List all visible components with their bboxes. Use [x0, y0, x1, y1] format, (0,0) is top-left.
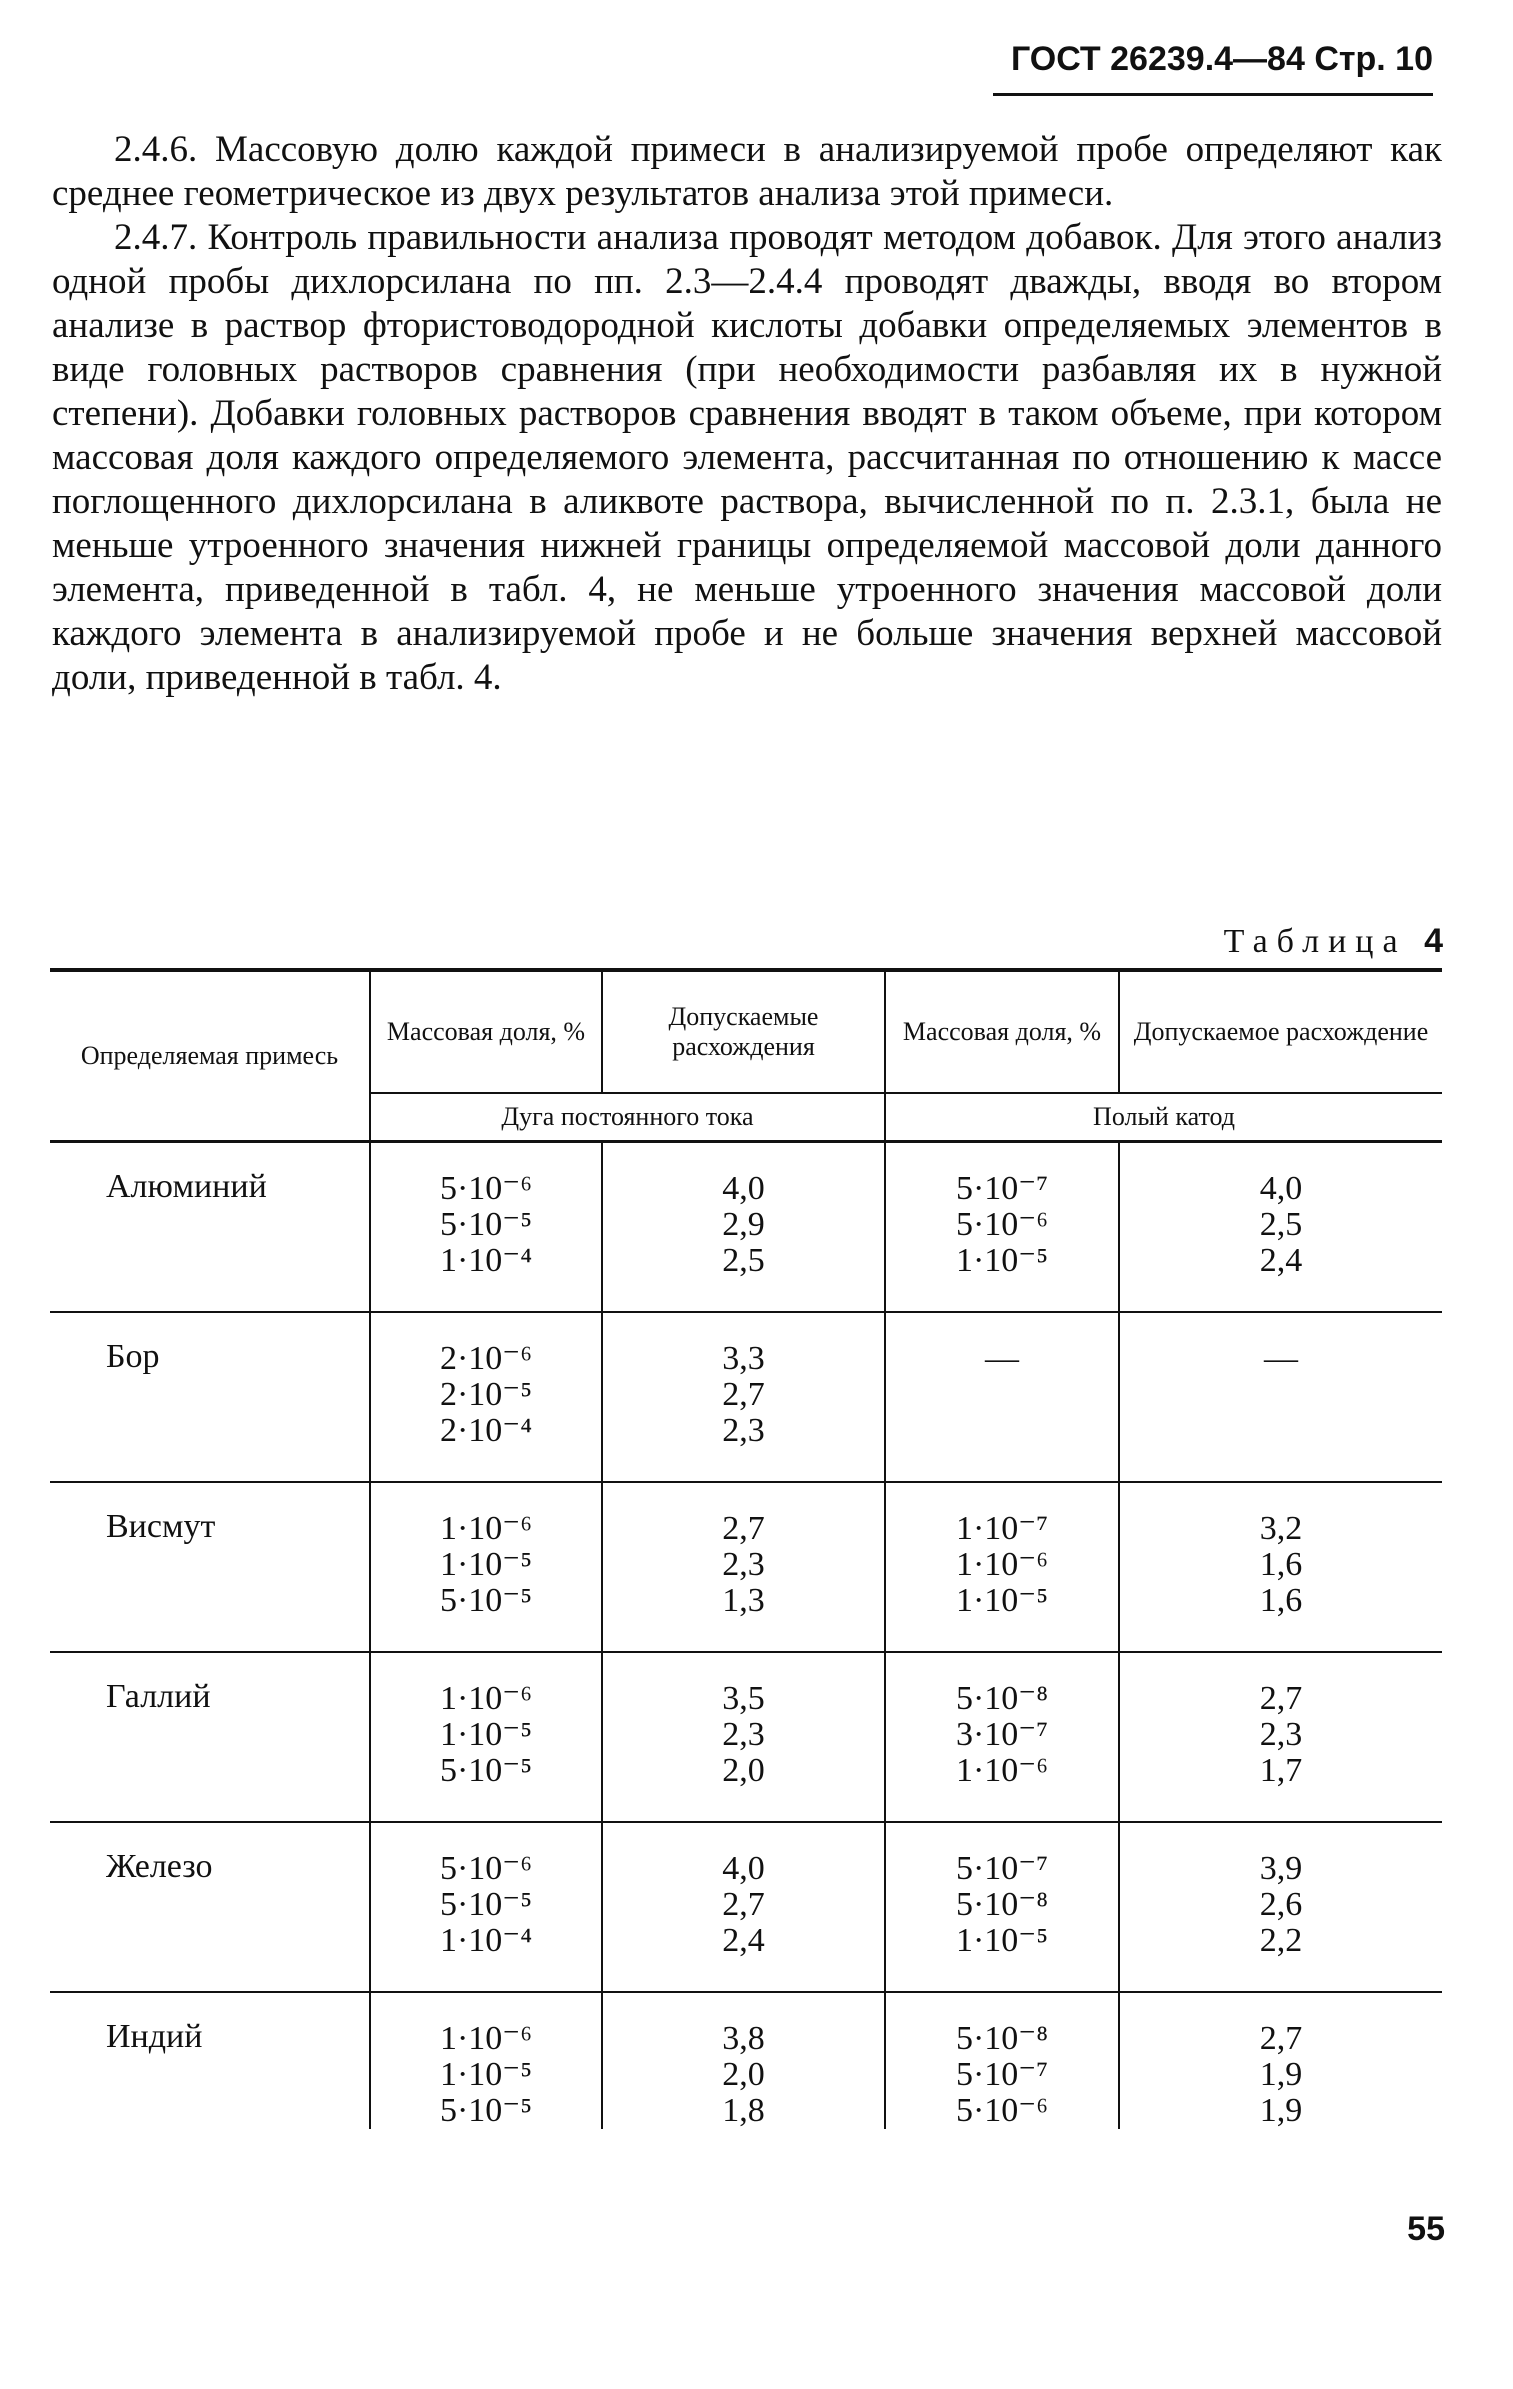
table-caption-number: 4 [1424, 922, 1443, 960]
cell-value: 2,3 [722, 1715, 765, 1753]
cell-value [1120, 1377, 1442, 1413]
header-discrepancy-hc: Допускаемое расхождение [1119, 970, 1442, 1093]
cell-value: 1,6 [1259, 1581, 1303, 1619]
mass-fraction-hc-cell [885, 1142, 1119, 1312]
cell-value: 5·10⁻⁵ [439, 1751, 533, 1789]
mass-fraction-hc-cell [885, 1822, 1119, 1992]
cell-value: 1·10⁻⁵ [439, 2055, 533, 2093]
cell-value: 2,3 [722, 1545, 765, 1583]
cell-value: 1·10⁻⁵ [439, 1545, 533, 1583]
cell-value: 2,5 [1259, 1206, 1303, 1243]
mass-fraction-hc-cell [885, 1312, 1119, 1482]
discrepancy-dc-cell [602, 1822, 885, 1992]
cell-value: 1·10⁻⁵ [955, 1242, 1049, 1279]
discrepancy-hc-cell [1119, 1312, 1442, 1482]
cell-value: 4,0 [722, 1849, 765, 1887]
header-method-hollow-cathode: Полый катод [885, 1093, 1442, 1142]
cell-value: 1·10⁻⁶ [955, 1545, 1049, 1583]
table-row [50, 1992, 1442, 2129]
cell-value: 1·10⁻⁴ [439, 1921, 533, 1959]
discrepancy-hc-cell [1119, 1652, 1442, 1822]
header-mass-fraction-hc: Массовая доля, % [885, 970, 1119, 1093]
body-text [52, 128, 1442, 700]
cell-value: 1,3 [722, 1581, 765, 1619]
cell-value [886, 1377, 1118, 1413]
cell-value: 1·10⁻⁷ [955, 1509, 1049, 1547]
cell-value: 2,6 [1259, 1885, 1303, 1923]
table-caption-label: Таблица [1223, 923, 1407, 960]
impurity-name: Бор [50, 1312, 370, 1482]
cell-value: 1,9 [1259, 2055, 1303, 2093]
table-row [50, 1312, 1442, 1482]
mass-fraction-hc-cell [885, 1992, 1119, 2129]
cell-value: 1,6 [1259, 1545, 1303, 1583]
cell-value [1120, 1413, 1442, 1449]
mass-fraction-dc-cell [370, 1482, 602, 1652]
cell-value: 1·10⁻⁶ [439, 2019, 533, 2057]
cell-value: 2·10⁻⁵ [439, 1375, 533, 1413]
mass-fraction-dc-cell [370, 1652, 602, 1822]
table-row [50, 1822, 1442, 1992]
header-discrepancies-dc: Допускаемые расхождения [602, 970, 885, 1093]
cell-value: 1·10⁻⁵ [955, 1921, 1049, 1959]
discrepancy-hc-cell [1119, 1992, 1442, 2129]
cell-value: 1·10⁻⁴ [439, 1242, 533, 1279]
cell-value: 2,4 [1259, 1242, 1303, 1279]
header-impurity: Определяемая примесь [50, 970, 370, 1142]
cell-value: 3,8 [722, 2019, 765, 2057]
table-caption [1224, 922, 1443, 961]
cell-value: 5·10⁻⁵ [439, 1206, 533, 1243]
mass-fraction-dc-cell [370, 1992, 602, 2129]
cell-value: 5·10⁻⁵ [439, 2091, 533, 2129]
discrepancy-dc-cell [602, 1652, 885, 1822]
table-row [50, 1482, 1442, 1652]
discrepancy-dc-cell [602, 1142, 885, 1312]
cell-value: 2,2 [1259, 1921, 1303, 1959]
cell-value: 5·10⁻⁵ [439, 1581, 533, 1619]
cell-value: 2·10⁻⁴ [439, 1411, 533, 1449]
impurity-name: Железо [50, 1822, 370, 1992]
cell-value: 5·10⁻⁷ [955, 2055, 1049, 2093]
table-body [50, 1142, 1442, 2129]
cell-value: 5·10⁻⁸ [955, 1679, 1049, 1717]
cell-value: 3,3 [722, 1339, 765, 1377]
cell-value: 2,9 [722, 1206, 765, 1243]
cell-value: 5·10⁻⁷ [955, 1170, 1049, 1207]
paragraph-2-4-7: 2.4.7. Контроль правильности анализа проводят методом добавок. Для этого анализ одной пробы дихлорсилана по пп. 2.3—2.4.4 проводят дважды, вводя во втором анализе в раствор фтористоводородной кислоты добавки определяемых элементов в виде головных растворов сравнения (при необходимости разбавляя их в нужной степени). Добавки головных растворов сравнения вводят в таком объеме, при котором массовая доля каждого определяемого элемента, рассчитанная по отношению к массе поглощенного дихлорсилана в аликвоте раствора, вычисленной по п. 2.3.1, была не меньше утроенного значения нижней границы определяемой массовой доли данного элемента, приведенной в табл. 4, не меньше утроенного значения массовой доли каждого элемента в анализируемой пробе и не больше значения верхней массовой доли, приведенной в табл. 4. [52, 217, 1442, 698]
discrepancy-dc-cell [602, 1992, 885, 2129]
page-header [993, 40, 1433, 96]
page-number: 55 [1407, 2210, 1445, 2248]
data-table [50, 968, 1442, 2129]
cell-value: 1,9 [1259, 2091, 1303, 2129]
impurity-name: Алюминий [50, 1142, 370, 1312]
header-rule [993, 93, 1433, 96]
cell-value: 1,8 [722, 2091, 765, 2129]
cell-value: 5·10⁻⁶ [439, 1849, 533, 1887]
cell-value: 2,0 [722, 1751, 765, 1789]
discrepancy-dc-cell [602, 1312, 885, 1482]
paragraph-2-4-6: 2.4.6. Массовую долю каждой примеси в анализируемой пробе определяют как среднее геометрическое из двух результатов анализа этой примеси. [52, 129, 1442, 214]
cell-value: 2,3 [722, 1411, 765, 1449]
cell-value: 5·10⁻⁶ [955, 1206, 1049, 1243]
cell-value: 2,7 [1259, 2019, 1303, 2057]
cell-value: 1·10⁻⁶ [439, 1509, 533, 1547]
cell-value: 1,7 [1259, 1751, 1303, 1789]
mass-fraction-dc-cell [370, 1142, 602, 1312]
cell-value: 5·10⁻⁸ [955, 1885, 1049, 1923]
cell-value: 2,5 [722, 1242, 765, 1279]
mass-fraction-hc-cell [885, 1482, 1119, 1652]
cell-value: 4,0 [722, 1170, 765, 1207]
mass-fraction-dc-cell [370, 1312, 602, 1482]
cell-value: 5·10⁻⁶ [439, 1170, 533, 1207]
cell-value: 3,9 [1259, 1849, 1303, 1887]
table-row [50, 1142, 1442, 1312]
cell-value: 5·10⁻⁸ [955, 2019, 1049, 2057]
discrepancy-dc-cell [602, 1482, 885, 1652]
cell-value: 3,5 [722, 1679, 765, 1717]
impurity-name: Индий [106, 2017, 203, 2055]
discrepancy-hc-cell [1119, 1822, 1442, 1992]
cell-value: — [1264, 1339, 1298, 1377]
cell-value: 1·10⁻⁶ [955, 1751, 1049, 1789]
table-row [50, 1652, 1442, 1822]
cell-value: 3·10⁻⁷ [955, 1715, 1049, 1753]
cell-value: 3,2 [1259, 1509, 1303, 1547]
cell-value: 5·10⁻⁵ [439, 1885, 533, 1923]
cell-value: 2,7 [722, 1885, 765, 1923]
mass-fraction-hc-cell [885, 1652, 1119, 1822]
impurity-name: Висмут [50, 1482, 370, 1652]
cell-value: 1·10⁻⁵ [955, 1581, 1049, 1619]
cell-value: 5·10⁻⁷ [955, 1849, 1049, 1887]
cell-value: 2,4 [722, 1921, 765, 1959]
cell-value: 1·10⁻⁶ [439, 1679, 533, 1717]
cell-value: 4,0 [1259, 1170, 1303, 1207]
mass-fraction-dc-cell [370, 1822, 602, 1992]
header-title: ГОСТ 26239.4—84 Стр. 10 [1010, 40, 1433, 78]
cell-value: 2,3 [1259, 1715, 1303, 1753]
cell-value: 2,0 [722, 2055, 765, 2093]
discrepancy-hc-cell [1119, 1142, 1442, 1312]
cell-value: 2,7 [722, 1509, 765, 1547]
cell-value: 1·10⁻⁵ [439, 1715, 533, 1753]
cell-value: — [985, 1339, 1019, 1377]
cell-value: 5·10⁻⁶ [955, 2091, 1049, 2129]
header-method-dc-arc: Дуга постоянного тока [370, 1093, 885, 1142]
header-mass-fraction-dc: Массовая доля, % [370, 970, 602, 1093]
cell-value: 2,7 [722, 1375, 765, 1413]
discrepancy-hc-cell [1119, 1482, 1442, 1652]
cell-value: 2·10⁻⁶ [439, 1339, 533, 1377]
cell-value [886, 1413, 1118, 1449]
cell-value: 2,7 [1259, 1679, 1303, 1717]
impurity-name: Галлий [50, 1652, 370, 1822]
